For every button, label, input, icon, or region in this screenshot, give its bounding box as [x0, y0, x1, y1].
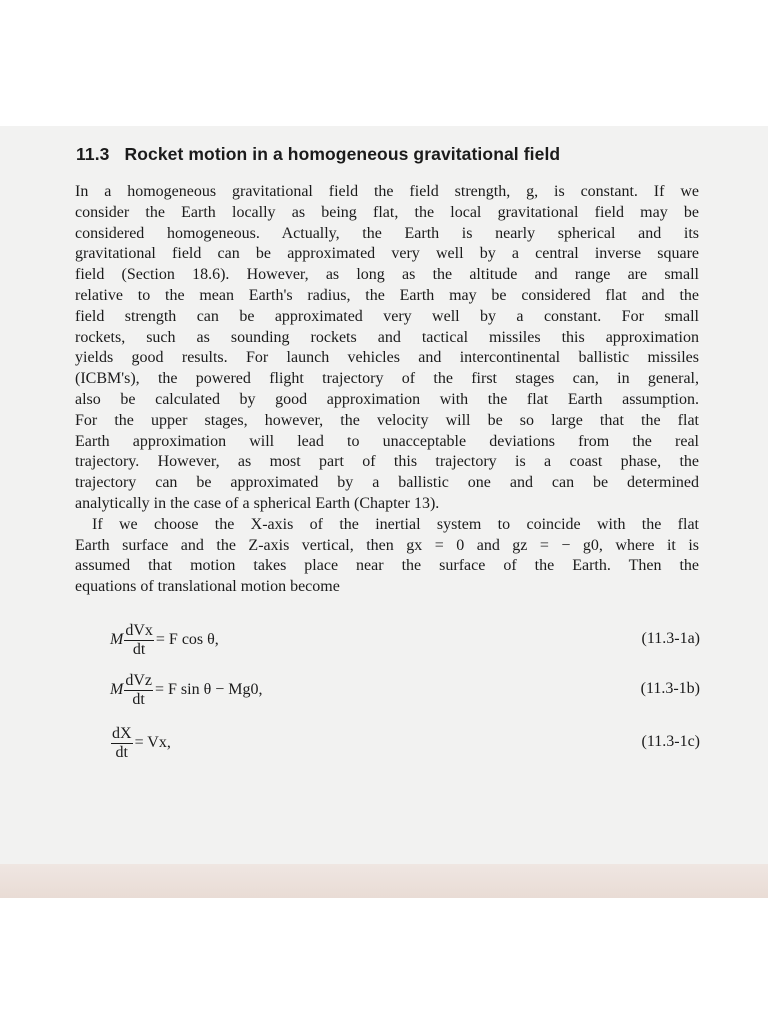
section-number: 11.3 [76, 144, 110, 164]
page-bottom-edge [0, 864, 768, 898]
section-title: Rocket motion in a homogeneous gravitational field [124, 144, 561, 164]
paragraph-2 [75, 515, 699, 598]
equation-11-3-1a [110, 618, 700, 662]
text-line: In a homogeneous gravitational field the field strength, g, is constant. If we [75, 183, 699, 200]
text-line: field strength can be approximated very well by a constant. For small [75, 307, 699, 325]
text-line: rockets, such as sounding rockets and tactical missiles this approximation [75, 328, 699, 346]
body-text [75, 182, 699, 598]
text-line: trajectory can be approximated by a ballistic one and can be determined [75, 474, 699, 492]
text-line: also be calculated by good approximation with the flat Earth assumption. [75, 390, 699, 408]
fraction-numerator: dX [112, 724, 132, 742]
fraction-denominator: dt [132, 690, 145, 708]
fraction-denominator: dt [132, 640, 146, 658]
paragraph-1 [75, 182, 699, 515]
equation-rhs: = F sin θ − Mg0, [154, 681, 263, 698]
text-line: For the upper stages, however, the velocity will be so large that the flat [75, 411, 699, 429]
text-line: gravitational field can be approximated very well by a central inverse square [75, 245, 699, 263]
text-line: analytically in the case of a spherical Earth (Chapter 13). [75, 494, 440, 512]
text-line: relative to the mean Earth's radius, the Earth may be considered flat and the [75, 286, 699, 304]
derivative-fraction [111, 725, 133, 762]
text-line: field (Section 18.6). However, as long as the altitude and range are small [75, 266, 699, 284]
equation-11-3-1c [110, 721, 700, 765]
fraction-numerator: dVz [125, 671, 152, 689]
fraction-denominator: dt [115, 743, 128, 761]
text-line: consider the Earth locally as being flat, the local gravitational field may be [75, 203, 699, 221]
equation-mass: M [110, 681, 124, 698]
text-line: Earth surface and the Z-axis vertical, then gx = 0 and gz = − g0, where it is [75, 536, 699, 554]
text-line: trajectory. However, as most part of this trajectory is a coast phase, the [75, 453, 699, 471]
equation-label: (11.3-1a) [641, 630, 700, 647]
text-line: If we choose the X-axis of the inertial system to coincide with the flat [92, 515, 699, 533]
equation-rhs: = Vx, [134, 734, 171, 751]
text-line: equations of translational motion become [75, 578, 340, 596]
derivative-fraction [124, 622, 154, 659]
derivative-fraction [124, 672, 153, 709]
text-line: (ICBM's), the powered flight trajectory of the first stages can, in general, [75, 370, 699, 388]
section-heading [76, 144, 716, 165]
text-line: considered homogeneous. Actually, the Earth is nearly spherical and its [75, 224, 699, 242]
equation-label: (11.3-1b) [640, 680, 700, 697]
equation-11-3-1b [110, 668, 700, 712]
text-line: Earth approximation will lead to unacceptable deviations from the real [75, 432, 699, 450]
equation-label: (11.3-1c) [641, 733, 700, 750]
equation-rhs: = F cos θ, [155, 631, 219, 648]
text-line: yields good results. For launch vehicles and intercontinental ballistic missiles [75, 349, 699, 367]
equation-mass: M [110, 631, 124, 648]
fraction-numerator: dVx [125, 621, 153, 639]
text-line: assumed that motion takes place near the surface of the Earth. Then the [75, 557, 699, 575]
